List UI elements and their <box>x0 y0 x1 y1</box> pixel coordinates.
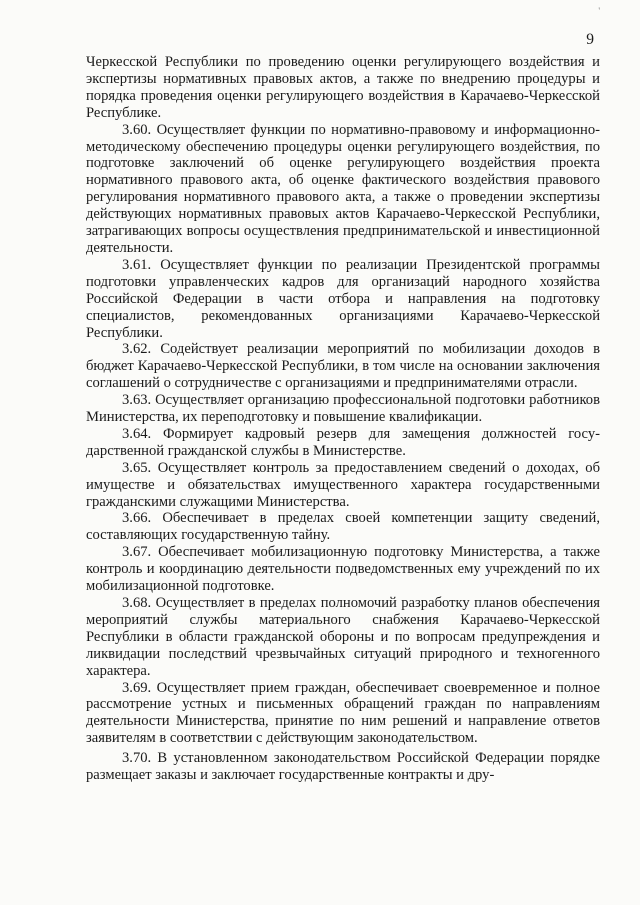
paragraph-3-69: 3.69. Осуществляет прием граждан, обеспечивает своевременное и полное рассмотрение устных и письменных обращений граждан по направлениям деятельности Министерства, принятие по ним решений и направление ответов заявителям в соответствии с действующим законодательством. <box>86 679 600 747</box>
paragraph-3-62: 3.62. Содействует реализации мероприятий по мобилизации доходов в бюджет Карачаево-Черкесской Республики, в том числе на основании заключения соглашений о сотрудничестве с организациями и предпринимателями отрасли. <box>86 341 600 392</box>
corner-mark: ' <box>598 6 600 16</box>
paragraph-3-63: 3.63. Осуществляет организацию профессиональной подготовки работников Министерства, их переподготовку и повышение квалификации. <box>86 392 600 426</box>
paragraph-3-70: 3.70. В установленном законодательством Российской Федерации порядке размещает заказы и заключает государственные контракты и дру- <box>86 750 600 784</box>
paragraph-3-61: 3.61. Осуществляет функции по реализации Президентской программы подготовки управленческих кадров для организаций народного хозяйства Российской Федерации в части отбора и направления на подготовку специалистов, рекомендованных организациями Карачаево-Черкесской Республики. <box>86 256 600 341</box>
page-number: 9 <box>586 31 594 48</box>
paragraph-3-60: 3.60. Осуществляет функции по нормативно-правовому и информационно-методическому обеспечению процедуры оценки регулирующего воздействия, по подготовке заключений об оценке регулирующего воздействия проекта нормативного правового акта, об оценке фактического воздействия правового регулирования нормативного правового акта, а также о проведении экспертизы действующих нормативных правовых актов Карачаево-Черкесской Республики, затрагивающих вопросы осуществления предпринимательской и инвестиционной деятельности. <box>86 121 600 256</box>
paragraph-3-66: 3.66. Обеспечивает в пределах своей компетенции защиту сведений, составляющих государственную тайну. <box>86 510 600 544</box>
paragraph-3-67: 3.67. Обеспечивает мобилизационную подготовку Министерства, а также контроль и координацию деятельности подведомственных ему учреждений по их мобилизационной подготовке. <box>86 544 600 595</box>
paragraph-3-68: 3.68. Осуществляет в пределах полномочий разработку планов обеспечения мероприятий службы материального снабжения Карачаево-Черкесской Республики в области гражданской обороны и по вопросам предупреждения и ликвидации последствий чрезвычайных ситуаций природного и техногенного характера. <box>86 595 600 679</box>
paragraph-3-64: 3.64. Формирует кадровый резерв для замещения должностей государственной гражданской службы в Министерстве. <box>86 425 600 459</box>
paragraph-3-65: 3.65. Осуществляет контроль за предоставлением сведений о доходах, об имуществе и обязательствах имущественного характера государственными гражданскими служащими Министерства. <box>86 459 600 510</box>
paragraph-continuation: Черкесской Республики по проведению оценки регулирующего воздействия и экспертизы нормативных правовых актов, а также по внедрению процедуры и порядка проведения оценки регулирующего воздействия в Карачаево-Черкесской Республике. <box>86 54 600 121</box>
